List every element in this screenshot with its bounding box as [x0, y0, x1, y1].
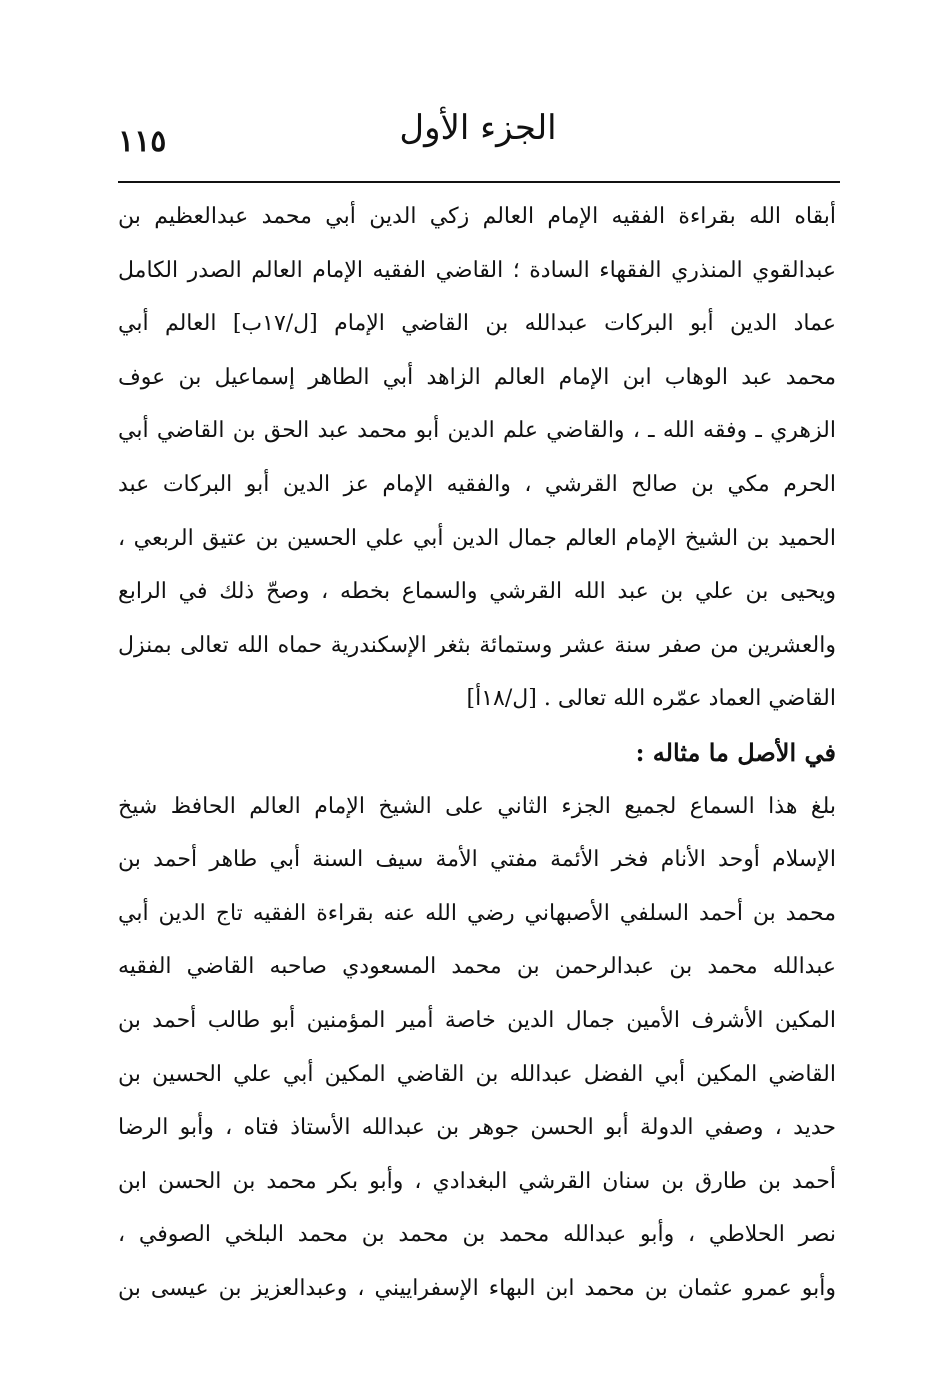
- text-line: عبدالقوي المنذري الفقهاء السادة ؛ القاضي الفقيه الإمام العالم الصدر الكامل: [118, 257, 836, 283]
- text-line: الإسلام أوحد الأنام فخر الأئمة مفتي الأمة سيف السنة أبي طاهر أحمد بن: [118, 847, 836, 873]
- text-line: المكين الأشرف الأمين جمال الدين خاصة أمير المؤمنين أبو طالب أحمد بن: [118, 1007, 836, 1033]
- text-line: والعشرين من صفر سنة عشر وستمائة بثغر الإسكندرية حماه الله تعالى بمنزل: [118, 632, 836, 658]
- text-line: محمد عبد الوهاب ابن الإمام العالم الزاهد أبي الطاهر إسماعيل بن عوف: [118, 364, 836, 390]
- text-line: الحميد بن الشيخ الإمام العالم جمال الدين أبي علي الحسين بن عتيق الربعي ،: [118, 525, 836, 551]
- text-line: بلغ هذا السماع لجميع الجزء الثاني على الشيخ الإمام العالم الحافظ شيخ: [118, 793, 836, 819]
- text-line: نصر الحلاطي ، وأبو عبدالله محمد بن محمد بن محمد البلخي الصوفي ،: [118, 1222, 836, 1248]
- section-heading: في الأصل ما مثاله :: [635, 737, 836, 767]
- text-line: عماد الدين أبو البركات عبدالله بن القاضي الإمام [ل/١٧ب] العالم أبي: [118, 311, 836, 337]
- text-line: أحمد بن طارق بن سنان القرشي البغدادي ، وأبو بكر محمد بن الحسن ابن: [118, 1168, 836, 1194]
- text-line: ويحيى بن علي بن عبد الله القرشي والسماع بخطه ، وصحّ ذلك في الرابع: [118, 579, 836, 605]
- page-body: [118, 190, 836, 1315]
- header-rule: [118, 181, 840, 183]
- text-line: أبقاه الله بقراءة الفقيه الإمام العالم زكي الدين أبي محمد عبدالعظيم بن: [118, 204, 836, 229]
- text-line: الحرم مكي بن صالح القرشي ، والفقيه الإمام عز الدين أبو البركات عبد: [118, 471, 836, 497]
- text-line: وأبو عمرو عثمان بن محمد ابن البهاء الإسفراييني ، وعبدالعزيز بن عيسى بن: [118, 1275, 836, 1301]
- text-line: القاضي العماد عمّره الله تعالى . [ل/١٨أ]: [466, 686, 836, 712]
- page-header: [118, 100, 838, 172]
- page-number: ١١٥: [118, 124, 167, 159]
- running-title: الجزء الأول: [399, 108, 557, 148]
- text-line: القاضي المكين أبي الفضل عبدالله بن القاضي المكين أبي علي الحسين بن: [118, 1061, 836, 1087]
- text-line: محمد بن أحمد السلفي الأصبهاني رضي الله عنه بقراءة الفقيه تاج الدين أبي: [118, 900, 836, 926]
- text-line: عبدالله محمد بن عبدالرحمن بن محمد المسعودي صاحبه القاضي الفقيه: [118, 954, 836, 980]
- text-line: الزهري ـ وفقه الله ـ ، والقاضي علم الدين أبو محمد عبد الحق بن القاضي أبي: [118, 418, 836, 444]
- text-line: حديد ، وصفي الدولة أبو الحسن جوهر بن عبدالله الأستاذ فتاه ، وأبو الرضا: [118, 1115, 836, 1141]
